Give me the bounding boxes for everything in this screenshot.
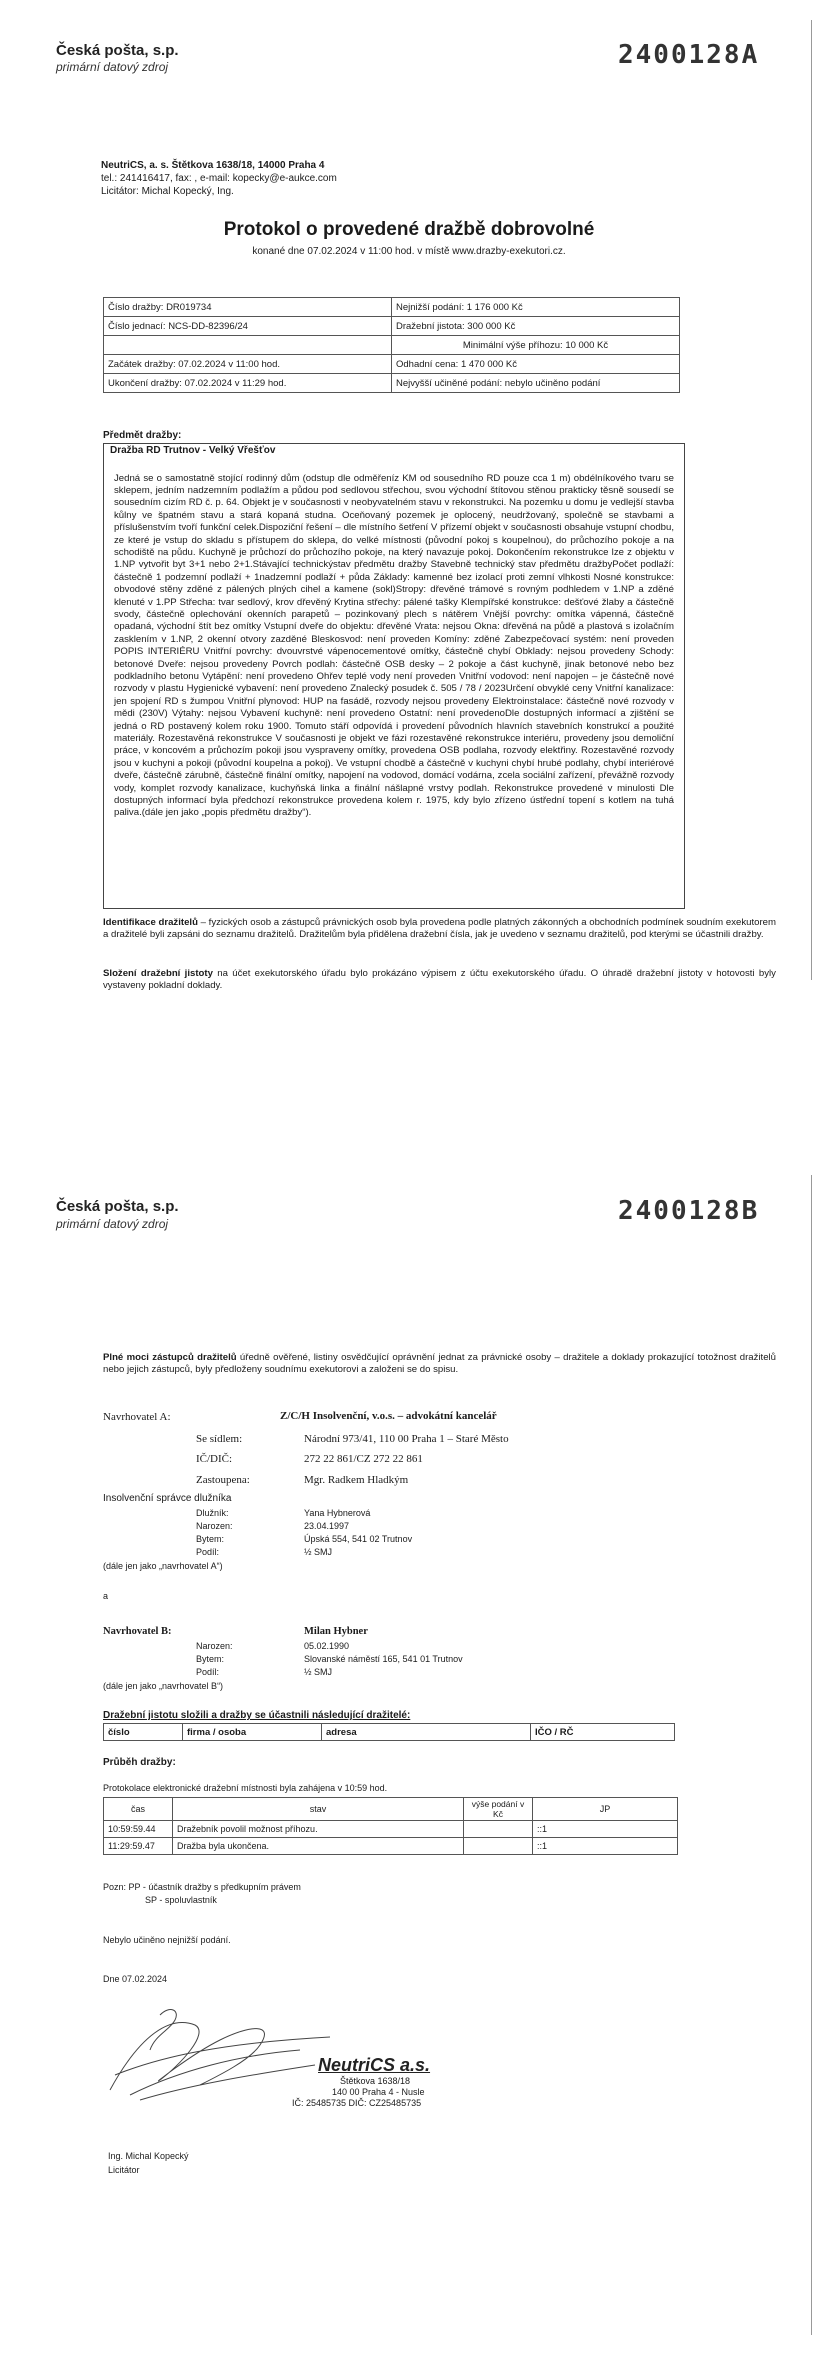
proposer-b-born-label: Narozen: xyxy=(196,1641,233,1651)
course-col-jp: JP xyxy=(533,1798,678,1821)
course-row-1-time: 10:59:59.44 xyxy=(104,1821,173,1838)
identification-paragraph xyxy=(103,917,776,942)
post-header-subtitle: primární datový zdroj xyxy=(56,60,169,74)
proposer-b-label: Navrhovatel B: xyxy=(103,1626,172,1637)
debtor-share-label: Podíl: xyxy=(196,1547,220,1557)
debtor-address: Úpská 554, 541 02 Trutnov xyxy=(304,1534,413,1544)
and-connector: a xyxy=(103,1591,109,1601)
course-col-amount: výše podání v Kč xyxy=(464,1798,533,1821)
course-col-time: čas xyxy=(104,1798,173,1821)
table-row xyxy=(104,1821,678,1838)
course-row-2-amount xyxy=(464,1838,533,1855)
info-left-1: Číslo dražby: DR019734 xyxy=(104,298,392,317)
scan-edge-line xyxy=(811,20,812,980)
debtor-name: Yana Hybnerová xyxy=(304,1508,371,1518)
power-text: úředně ověřené, listiny osvědčující oprávnění jednat za právnické osoby – dražitele a doklady prokazující totožnost dražitelů nebo jejich zástupců, byly předloženy soudnímu exekutorovi a založeni se do spisu. xyxy=(103,1352,776,1376)
proposer-b-name: Milan Hybner xyxy=(304,1626,368,1637)
stamp-city: 140 00 Praha 4 - Nusle xyxy=(332,2087,425,2097)
proposer-a-label: Navrhovatel A: xyxy=(103,1411,171,1423)
legend-pp: Pozn: PP - účastník dražby s předkupním právem xyxy=(103,1882,301,1892)
proposer-b-note: (dále jen jako „navrhovatel B“) xyxy=(103,1681,224,1691)
document-date: Dne 07.02.2024 xyxy=(103,1974,168,1984)
course-row-2-jp: ::1 xyxy=(533,1838,678,1855)
proposer-b-address-label: Bytem: xyxy=(196,1654,225,1664)
proposer-a-seat-label: Se sídlem: xyxy=(196,1433,243,1445)
signer-role: Licitátor xyxy=(108,2165,140,2175)
subject-box xyxy=(103,443,685,909)
deposit-text: na účet exekutorského úřadu bylo prokázáno výpisem z účtu exekutorského úřadu. O úhradě dražební jistoty v hotovosti byly vystaveny pokladní doklady. xyxy=(103,968,776,992)
deposit-label: Složení dražební jistoty xyxy=(103,968,213,979)
power-of-attorney-paragraph xyxy=(103,1352,776,1377)
proposer-b-address: Slovanské náměstí 165, 541 01 Trutnov xyxy=(304,1654,463,1664)
document-number-2: 2400128B xyxy=(618,1196,760,1226)
signer-name: Ing. Michal Kopecký xyxy=(108,2151,189,2161)
protocol-title: Protokol o provedené dražbě dobrovolné xyxy=(223,219,595,240)
debtor-share: ½ SMJ xyxy=(304,1547,333,1557)
post-header-subtitle-2: primární datový zdroj xyxy=(56,1217,169,1231)
course-row-1-state: Dražebník povolil možnost příhozu. xyxy=(173,1821,464,1838)
proposer-a-note: (dále jen jako „navrhovatel A“) xyxy=(103,1561,223,1571)
debtor-born-label: Narozen: xyxy=(196,1521,233,1531)
course-col-state: stav xyxy=(173,1798,464,1821)
table-row xyxy=(104,1838,678,1855)
course-label: Průběh dražby: xyxy=(103,1757,176,1768)
proposer-a-ico-label: IČ/DIČ: xyxy=(196,1453,233,1465)
subject-description: Jedná se o samostatně stojící rodinný dům (odstup dle odměřeníz KM od sousedního RD pouze cca 1 m) obdélníkového tvaru se sklepem, jedním nadzemním podlažím a půdou pod sedlovou střechou, svou východní štítovou stěnou prakticky těsně sousedí se sousedním cizím RD č. p. 64. Objekt je v současnosti v neobyvatelném stavu v rekonstrukci. Na pozemku u domu je vedlejší stavba kůlny ve špatném stavu a stará kopaná studna. Oceňovaný pozemek je oplocený, neudržovaný, společně se stavbami a příslušenstvím tvoří funkční celek.Dispoziční řešení – dle místního šetření V přízemí objekt v současnosti obsahuje vstupní chodbu, ze které je vstup do skladu s přístupem do sklepa, do velké místnosti (původní pokoj s koupelnou), do průchozího pokoje a na schodiště na půdu. Kuchyně je průchozí do průchozího pokoje, na který navazuje pokoj. Dokončením rekonstrukce lze z objektu v 1.NP vytvořit byt 3+1 nebo 2+1.Stávající technickýstav předmětu dražby Stavebně technický stav předmětu dražbyPočet podlaží: částečně 1 podzemní podlaží + 1nadzemní podlaží + půda Základy: kamenné bez izolací proti zemní vlhkosti Nosné konstrukce: obvodové stěny zděné z pálených plných cihel a kamene (sokl)Stropy: dřevěné trámové s rovným podhledem v 1.NP a zděné klenuté v 1.PP Střecha: tvar sedlový, krov dřevěný Krytina střechy: pálené tašky Klempířské konstrukce: dešťové žlaby a částečně svody, částečně oplechování okenních parapetů – pozinkovaný plech s nátěrem Vnější povrchy: omítka vápenná, částečně opadaná, východní štít bez omítky Vstupní dveře do objektu: dřevěné Vrata: nejsou Okna: dřevěná na půdě a plastová s izolačním zasklením v 1.NP, 2 okenní otvory zazděné Bleskosvod: není proveden Komíny: zděné Zabezpečovací systém: není proveden POPIS INTERIÉRU Vnitřní povrchy: dvouvrstvé vápenocementové omítky, částečně chybí Obklady: nejsou provedeny Schody: betonové Dveře: nejsou provedeny Povrch podlah: částečně OSB desky – 2 pokoje a část kuchyně, jinak betonové nebo bez podkladního betonu Vytápění: není provedeno Ohřev teplé vody není proveden Vnitřní vodovod: není napojen – je částečně nové rozvody v plastu Hygienické vybavení: není provedeno Znalecký posudek č. 505 / 78 / 2023Určení obvyklé ceny Vnitřní kanalizace: jen spojení RD s žumpou Vnitřní plynovod: HUP na fasádě, rozvody nejsou provedeny Elektroinstalace: částečně nové rozvody v mědi (230V) Výtahy: nejsou Vybavení kuchyně: není provedeno Ostatní: není provedenoDle dostupných informací a zjištění se jedná o RD postavený kolem roku 1900. Tomuto stáří odpovídá i provedení původních hlavních stavebních konstrukcí a použité materiály. Rozestavěná rekonstrukce V současnosti je objekt ve fázi rozestavěné rekonstrukce interiéru, provedeny jsou demoliční práce, v koncovém a průchozím pokoji jsou vyspraveny omítky, provedena OSB podlaha, rozvody elektřiny. Rozestavěné rozvody jsou v kuchyni a pokoji (původní koupelna a pokoj). Ve vstupní chodbě a částečně v kuchyni chybí hrubé podlahy, chybí interiérové dveře, částečně zárubně, částečně finální omítky, napojení na vodovod, domácí vodárna, zcela sociální zařízení, převážně rozvody vody, komplet rozvody kanalizace, kuchyňská linka a finální nášlapné vrstvy podlah. Rekonstrukce provedené v minulosti Dle dostupných informací byla předchozí rekonstrukce provedena kolem r. 1975, kdy bylo zřízeno ústřední topení s kotlem na tuhá paliva.(dále jen jako „popis předmětu dražby“). xyxy=(114,472,674,819)
power-label: Plné moci zástupců dražitelů xyxy=(103,1352,237,1363)
bidders-col-number: číslo xyxy=(104,1724,183,1741)
bidders-col-ico: IČO / RČ xyxy=(531,1724,675,1741)
debtor-born: 23.04.1997 xyxy=(304,1521,350,1531)
identification-label: Identifikace dražitelů xyxy=(103,917,198,928)
auctioneer-line: Licitátor: Michal Kopecký, Ing. xyxy=(101,186,234,197)
auction-house-contact: tel.: 241416417, fax: , e-mail: kopecky@e-aukce.com xyxy=(101,173,337,184)
proposer-a-seat: Národní 973/41, 110 00 Praha 1 – Staré Město xyxy=(304,1433,509,1445)
bidders-title: Dražební jistotu složili a dražby se účastnili následující dražitelé: xyxy=(103,1710,411,1721)
identification-text: – fyzických osob a zástupců právnických osob byla provedena podle platných zákonných a obchodních podmínek soudním exekutorem a dražitelé byli zapsáni do seznamu dražitelů. Dražitelům byla přidělena dražební čísla, jak je uvedeno v seznamu dražitelů, pod kterými se účastnili dražby. xyxy=(103,917,776,941)
course-intro: Protokolace elektronické dražební místnosti byla zahájena v 10:59 hod. xyxy=(103,1783,388,1793)
no-bid-note: Nebylo učiněno nejnižší podání. xyxy=(103,1935,231,1945)
deposit-paragraph xyxy=(103,968,776,993)
info-right-4: Odhadní cena: 1 470 000 Kč xyxy=(392,355,680,374)
company-stamp xyxy=(270,2055,460,2109)
proposer-a-name: Z/C/H Insolvenční, v.o.s. – advokátní kancelář xyxy=(280,1410,497,1422)
scan-edge-line-2 xyxy=(811,1175,812,2335)
stamp-company-name: NeutriCS a.s. xyxy=(318,2055,431,2075)
bidders-table xyxy=(103,1723,675,1741)
bidders-col-address: adresa xyxy=(322,1724,531,1741)
course-row-2-state: Dražba byla ukončena. xyxy=(173,1838,464,1855)
course-row-2-time: 11:29:59.47 xyxy=(104,1838,173,1855)
debtor-address-label: Bytem: xyxy=(196,1534,225,1544)
proposer-a-rep-label: Zastoupena: xyxy=(196,1474,250,1486)
stamp-street: Štětkova 1638/18 xyxy=(340,2076,411,2086)
protocol-subtitle: konané dne 07.02.2024 v 11:00 hod. v místě www.drazby-exekutori.cz. xyxy=(252,246,566,257)
bidders-col-firm: firma / osoba xyxy=(183,1724,322,1741)
post-header-title: Česká pošta, s.p. xyxy=(56,42,179,59)
info-right-5: Nejvyšší učiněné podání: nebylo učiněno podání xyxy=(392,374,680,393)
course-table xyxy=(103,1797,678,1855)
proposer-b-born: 05.02.1990 xyxy=(304,1641,350,1651)
stamp-ids: IČ: 25485735 DIČ: CZ25485735 xyxy=(292,2098,422,2108)
info-left-3 xyxy=(104,336,392,355)
auction-info-table xyxy=(103,297,680,393)
info-right-3: Minimální výše příhozu: 10 000 Kč xyxy=(392,336,680,355)
info-right-1: Nejnižší podání: 1 176 000 Kč xyxy=(392,298,680,317)
proposer-b-share: ½ SMJ xyxy=(304,1667,333,1677)
info-left-4: Začátek dražby: 07.02.2024 v 11:00 hod. xyxy=(104,355,392,374)
debtor-label: Dlužník: xyxy=(196,1508,229,1518)
course-row-1-amount xyxy=(464,1821,533,1838)
subject-title: Dražba RD Trutnov - Velký Vřešťov xyxy=(110,445,276,456)
proposer-a-ico: 272 22 861/CZ 272 22 861 xyxy=(304,1453,423,1465)
proposer-a-rep: Mgr. Radkem Hladkým xyxy=(304,1474,409,1486)
legend-sp: SP - spoluvlastník xyxy=(145,1895,217,1905)
insolvency-label: Insolvenční správce dlužníka xyxy=(103,1493,232,1504)
info-left-5: Ukončení dražby: 07.02.2024 v 11:29 hod. xyxy=(104,374,392,393)
info-left-2: Číslo jednací: NCS-DD-82396/24 xyxy=(104,317,392,336)
proposer-b-share-label: Podíl: xyxy=(196,1667,220,1677)
info-right-2: Dražební jistota: 300 000 Kč xyxy=(392,317,680,336)
auction-house-address: NeutriCS, a. s. Štětkova 1638/18, 14000 Praha 4 xyxy=(101,160,325,171)
post-header-title-2: Česká pošta, s.p. xyxy=(56,1198,179,1215)
subject-label: Předmět dražby: xyxy=(103,430,182,441)
document-number: 2400128A xyxy=(618,40,760,70)
course-row-1-jp: ::1 xyxy=(533,1821,678,1838)
